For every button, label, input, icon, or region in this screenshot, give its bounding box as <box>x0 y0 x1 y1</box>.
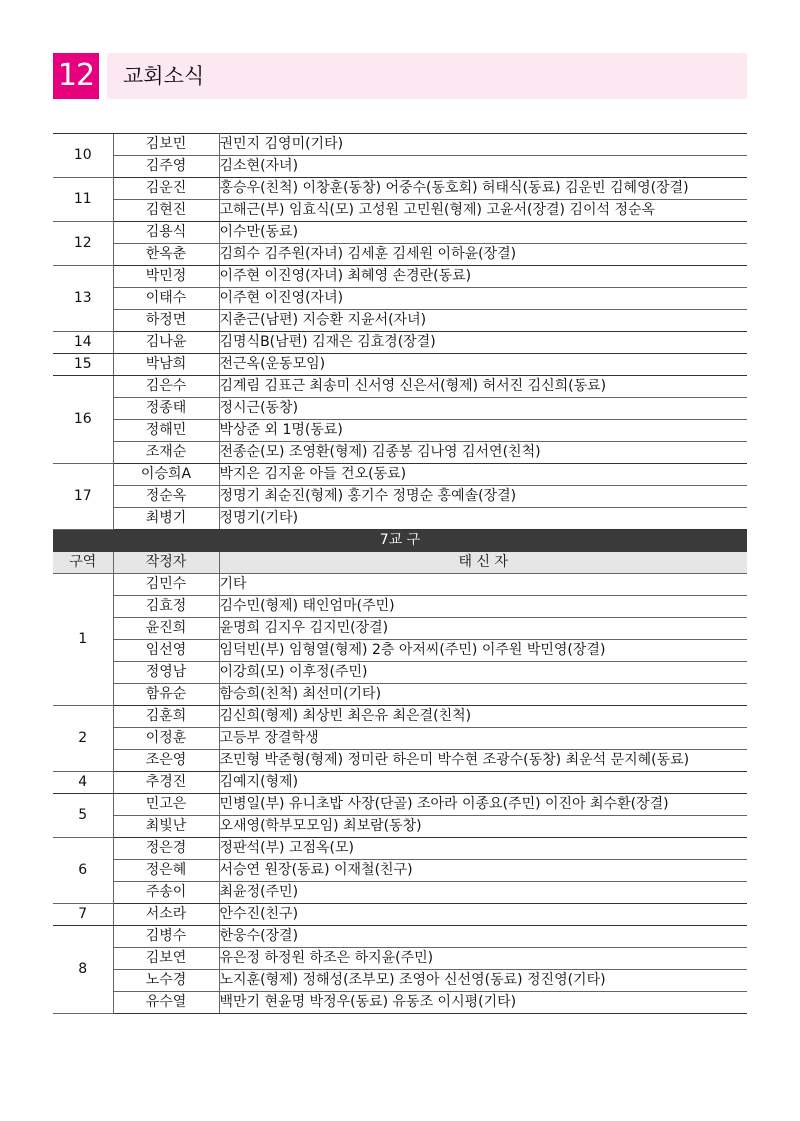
table-row <box>53 992 747 1014</box>
pledger-cell: 박민정 <box>113 266 219 288</box>
table-row <box>53 706 747 728</box>
prospects-cell: 김계림 김표근 최송미 신서영 신은서(형제) 허서진 김신희(동료) <box>219 376 747 398</box>
prospects-cell: 정판석(부) 고점옥(모) <box>219 838 747 860</box>
pledger-cell: 노수경 <box>113 970 219 992</box>
prospects-cell: 함승희(친척) 최선미(기타) <box>219 684 747 706</box>
table-row <box>53 288 747 310</box>
prospects-cell: 박상준 외 1명(동료) <box>219 420 747 442</box>
table-row <box>53 684 747 706</box>
zone-cell: 17 <box>53 464 113 530</box>
title-bar <box>107 53 747 99</box>
prospects-cell: 고해근(부) 임효식(모) 고성원 고민원(형제) 고윤서(장결) 김이석 정순옥 <box>219 200 747 222</box>
pledger-cell: 한옥춘 <box>113 244 219 266</box>
pledger-cell: 김보민 <box>113 134 219 156</box>
pledger-cell: 함유순 <box>113 684 219 706</box>
prospects-cell: 김희수 김주원(자녀) 김세훈 김세원 이하윤(장결) <box>219 244 747 266</box>
pledger-cell: 정종태 <box>113 398 219 420</box>
pledger-cell: 조은영 <box>113 750 219 772</box>
zone-cell: 6 <box>53 838 113 904</box>
prospects-cell: 전종순(모) 조영환(형제) 김종봉 김나영 김서연(친척) <box>219 442 747 464</box>
pledger-cell: 김현진 <box>113 200 219 222</box>
column-header-name: 작정자 <box>113 552 219 574</box>
table-row <box>53 618 747 640</box>
prospects-cell: 이주현 이진영(자녀) <box>219 288 747 310</box>
pledger-cell: 주송이 <box>113 882 219 904</box>
prospects-cell: 노지훈(형제) 정해성(조부모) 조영아 신선영(동료) 정진영(기타) <box>219 970 747 992</box>
section-header-row <box>53 530 747 552</box>
pledger-cell: 김운진 <box>113 178 219 200</box>
table-row <box>53 596 747 618</box>
table-row <box>53 882 747 904</box>
table-row <box>53 244 747 266</box>
pledger-cell: 임선영 <box>113 640 219 662</box>
table-row <box>53 662 747 684</box>
pledger-cell: 민고은 <box>113 794 219 816</box>
pledger-cell: 김은수 <box>113 376 219 398</box>
pledger-cell: 정은혜 <box>113 860 219 882</box>
prospects-cell: 김수민(형제) 태인엄마(주민) <box>219 596 747 618</box>
prospects-cell: 서승연 원장(동료) 이재철(친구) <box>219 860 747 882</box>
pledger-cell: 김훈희 <box>113 706 219 728</box>
table-row <box>53 816 747 838</box>
pledger-cell: 추경진 <box>113 772 219 794</box>
table-row <box>53 156 747 178</box>
pledger-cell: 이정훈 <box>113 728 219 750</box>
table-row <box>53 332 747 354</box>
zone-cell: 4 <box>53 772 113 794</box>
zone-cell: 5 <box>53 794 113 838</box>
table-row <box>53 134 747 156</box>
pledger-cell: 조재순 <box>113 442 219 464</box>
prospects-cell: 기타 <box>219 574 747 596</box>
pledger-cell: 정해민 <box>113 420 219 442</box>
zone-cell: 14 <box>53 332 113 354</box>
prospects-cell: 전근옥(운동모임) <box>219 354 747 376</box>
table-row <box>53 464 747 486</box>
pledger-cell: 서소라 <box>113 904 219 926</box>
table-row <box>53 486 747 508</box>
pledger-cell: 정은경 <box>113 838 219 860</box>
zone-cell: 1 <box>53 574 113 706</box>
pledger-cell: 김용식 <box>113 222 219 244</box>
table-row <box>53 442 747 464</box>
table-row <box>53 750 747 772</box>
table-row <box>53 200 747 222</box>
page-header <box>53 53 747 99</box>
pledger-cell: 박남희 <box>113 354 219 376</box>
zone-cell: 2 <box>53 706 113 772</box>
column-header-zone: 구역 <box>53 552 113 574</box>
table-row <box>53 794 747 816</box>
prospects-cell: 정시근(동창) <box>219 398 747 420</box>
pledger-cell: 윤진희 <box>113 618 219 640</box>
prospects-cell: 김명식B(남편) 김재은 김효경(장결) <box>219 332 747 354</box>
column-header-row <box>53 552 747 574</box>
pledger-cell: 이승희A <box>113 464 219 486</box>
pledger-cell: 김병수 <box>113 926 219 948</box>
pledger-cell: 정순옥 <box>113 486 219 508</box>
pledger-cell: 김효정 <box>113 596 219 618</box>
prospects-cell: 고등부 장결학생 <box>219 728 747 750</box>
pledger-cell: 하정면 <box>113 310 219 332</box>
prospects-cell: 김예지(형제) <box>219 772 747 794</box>
prospects-cell: 김신희(형제) 최상빈 최은유 최은결(친척) <box>219 706 747 728</box>
table-row <box>53 376 747 398</box>
zone-cell: 11 <box>53 178 113 222</box>
table-row <box>53 926 747 948</box>
prospects-cell: 한웅수(장결) <box>219 926 747 948</box>
pledger-cell: 김민수 <box>113 574 219 596</box>
zone-cell: 12 <box>53 222 113 266</box>
prospects-cell: 이주현 이진영(자녀) 최혜영 손경란(동료) <box>219 266 747 288</box>
prospects-cell: 정명기 최순진(형제) 홍기수 정명순 홍예솔(장결) <box>219 486 747 508</box>
table-row <box>53 178 747 200</box>
table-row <box>53 354 747 376</box>
pledger-cell: 유수열 <box>113 992 219 1014</box>
table-row <box>53 948 747 970</box>
prospects-cell: 권민지 김영미(기타) <box>219 134 747 156</box>
table-row <box>53 970 747 992</box>
section-title: 7교 구 <box>53 530 747 552</box>
roster-body <box>53 134 747 1014</box>
prospects-cell: 홍승우(친척) 이창훈(동창) 어중수(동호회) 허태식(동료) 김운빈 김혜영(장결) <box>219 178 747 200</box>
table-row <box>53 398 747 420</box>
prospects-cell: 정명기(기타) <box>219 508 747 530</box>
page-number-badge: 12 <box>53 53 99 99</box>
zone-cell: 16 <box>53 376 113 464</box>
zone-cell: 10 <box>53 134 113 178</box>
prospects-cell: 임덕빈(부) 임형열(형제) 2층 아저씨(주민) 이주원 박민영(장결) <box>219 640 747 662</box>
pledger-cell: 김나윤 <box>113 332 219 354</box>
table-row <box>53 772 747 794</box>
prospects-cell: 안수진(친구) <box>219 904 747 926</box>
table-row <box>53 508 747 530</box>
table-row <box>53 310 747 332</box>
zone-cell: 7 <box>53 904 113 926</box>
prospects-cell: 조민형 박준형(형제) 정미란 하은미 박수현 조광수(동창) 최운석 문지혜(동료) <box>219 750 747 772</box>
prospects-cell: 윤명희 김지우 김지민(장결) <box>219 618 747 640</box>
table-row <box>53 222 747 244</box>
zone-cell: 13 <box>53 266 113 332</box>
zone-cell: 8 <box>53 926 113 1014</box>
prospects-cell: 박지은 김지윤 아들 건오(동료) <box>219 464 747 486</box>
page-title: 교회소식 <box>123 64 205 88</box>
prospects-cell: 김소현(자녀) <box>219 156 747 178</box>
prospects-cell: 최윤정(주민) <box>219 882 747 904</box>
prospects-cell: 지춘근(남편) 지승환 지윤서(자녀) <box>219 310 747 332</box>
pledger-cell: 김보연 <box>113 948 219 970</box>
table-row <box>53 420 747 442</box>
table-row <box>53 838 747 860</box>
pledger-cell: 이태수 <box>113 288 219 310</box>
pledger-cell: 정영남 <box>113 662 219 684</box>
roster-table <box>53 133 747 1014</box>
prospects-cell: 백만기 현윤명 박정우(동료) 유동조 이시평(기타) <box>219 992 747 1014</box>
prospects-cell: 유은정 하정원 하조은 하지윤(주민) <box>219 948 747 970</box>
table-row <box>53 860 747 882</box>
pledger-cell: 최빛난 <box>113 816 219 838</box>
prospects-cell: 이강희(모) 이후정(주민) <box>219 662 747 684</box>
pledger-cell: 김주영 <box>113 156 219 178</box>
table-row <box>53 904 747 926</box>
table-row <box>53 640 747 662</box>
prospects-cell: 이수만(동료) <box>219 222 747 244</box>
table-row <box>53 728 747 750</box>
prospects-cell: 오새영(학부모모임) 최보람(동창) <box>219 816 747 838</box>
table-row <box>53 266 747 288</box>
zone-cell: 15 <box>53 354 113 376</box>
table-row <box>53 574 747 596</box>
pledger-cell: 최병기 <box>113 508 219 530</box>
prospects-cell: 민병일(부) 유니초밥 사장(단골) 조아라 이종요(주민) 이진아 최수환(장결) <box>219 794 747 816</box>
column-header-list: 태 신 자 <box>219 552 747 574</box>
